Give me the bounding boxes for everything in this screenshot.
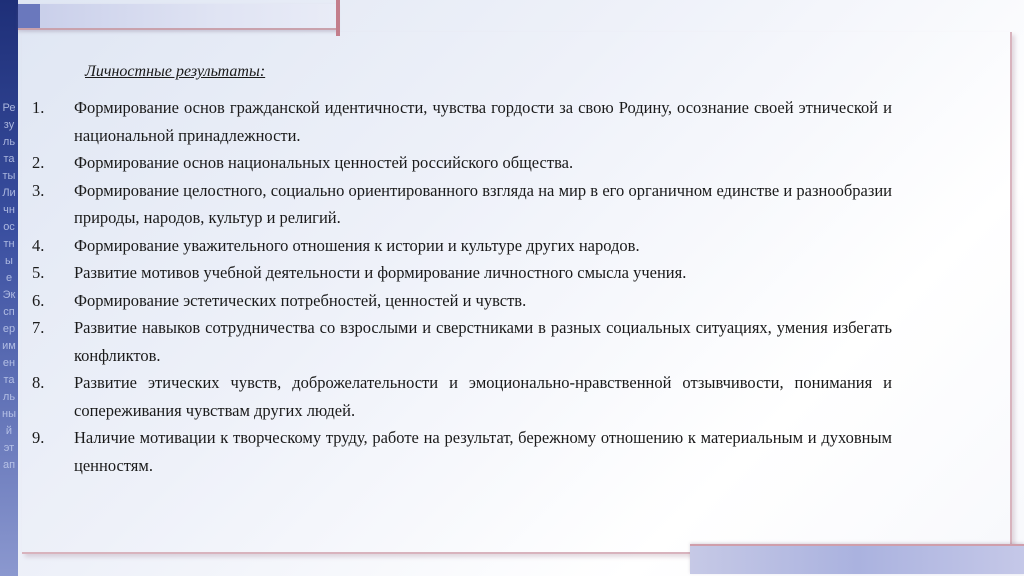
list-item bbox=[32, 369, 892, 424]
item-text: Формирование эстетических потребностей, ценностей и чувств. bbox=[74, 290, 527, 310]
list-item bbox=[32, 232, 892, 260]
results-list bbox=[32, 94, 892, 479]
list-item bbox=[32, 94, 892, 149]
item-number: 4. bbox=[32, 235, 45, 255]
list-item bbox=[32, 177, 892, 232]
item-number: 2. bbox=[32, 153, 45, 172]
top-decorative-bar bbox=[18, 4, 338, 30]
item-number: 6. bbox=[32, 290, 45, 310]
item-number: 3. bbox=[32, 180, 45, 200]
item-number: 1. bbox=[32, 98, 45, 117]
item-text: Развитие навыков сотрудничества со взрослыми и сверстниками в разных социальных ситуациях, умения избегать конфликтов. bbox=[74, 318, 892, 365]
slide-heading: Личностные результаты: bbox=[85, 63, 266, 80]
vertical-text: Результаты Личностные Экспериментальный этап bbox=[2, 102, 16, 471]
item-text: Развитие этических чувств, доброжелательности и эмоционально-нравственной отзывчивости, понимания и сопереживания чувствам других людей. bbox=[74, 373, 892, 420]
list-item bbox=[32, 287, 892, 315]
top-bar-accent bbox=[18, 4, 40, 28]
item-text: Формирование основ национальных ценностей российского общества. bbox=[74, 153, 574, 172]
item-number: 9. bbox=[32, 428, 45, 447]
list-item bbox=[32, 314, 892, 369]
item-text: Развитие мотивов учебной деятельности и формирование личностного смысла учения. bbox=[74, 263, 687, 282]
bottom-decorative-bar bbox=[690, 544, 1024, 574]
left-decorative-strip bbox=[0, 0, 18, 576]
item-text: Формирование уважительного отношения к истории и культуре других народов. bbox=[74, 235, 640, 255]
item-text: Формирование основ гражданской идентичности, чувства гордости за свою Родину, осознание своей этнической и национальной принадлежности. bbox=[74, 98, 892, 145]
item-number: 7. bbox=[32, 318, 45, 337]
list-item bbox=[32, 149, 892, 177]
item-number: 5. bbox=[32, 263, 45, 282]
list-item bbox=[32, 259, 892, 287]
item-text: Формирование целостного, социально ориентированного взгляда на мир в его органичном единстве и разнообразии природы, народов, культур и религий. bbox=[74, 180, 892, 227]
top-bar-right-edge bbox=[336, 0, 340, 36]
list-item bbox=[32, 424, 892, 479]
item-text: Наличие мотивации к творческому труду, работе на результат, бережному отношению к материальным и духовным ценностям. bbox=[74, 428, 892, 475]
item-number: 8. bbox=[32, 373, 45, 392]
